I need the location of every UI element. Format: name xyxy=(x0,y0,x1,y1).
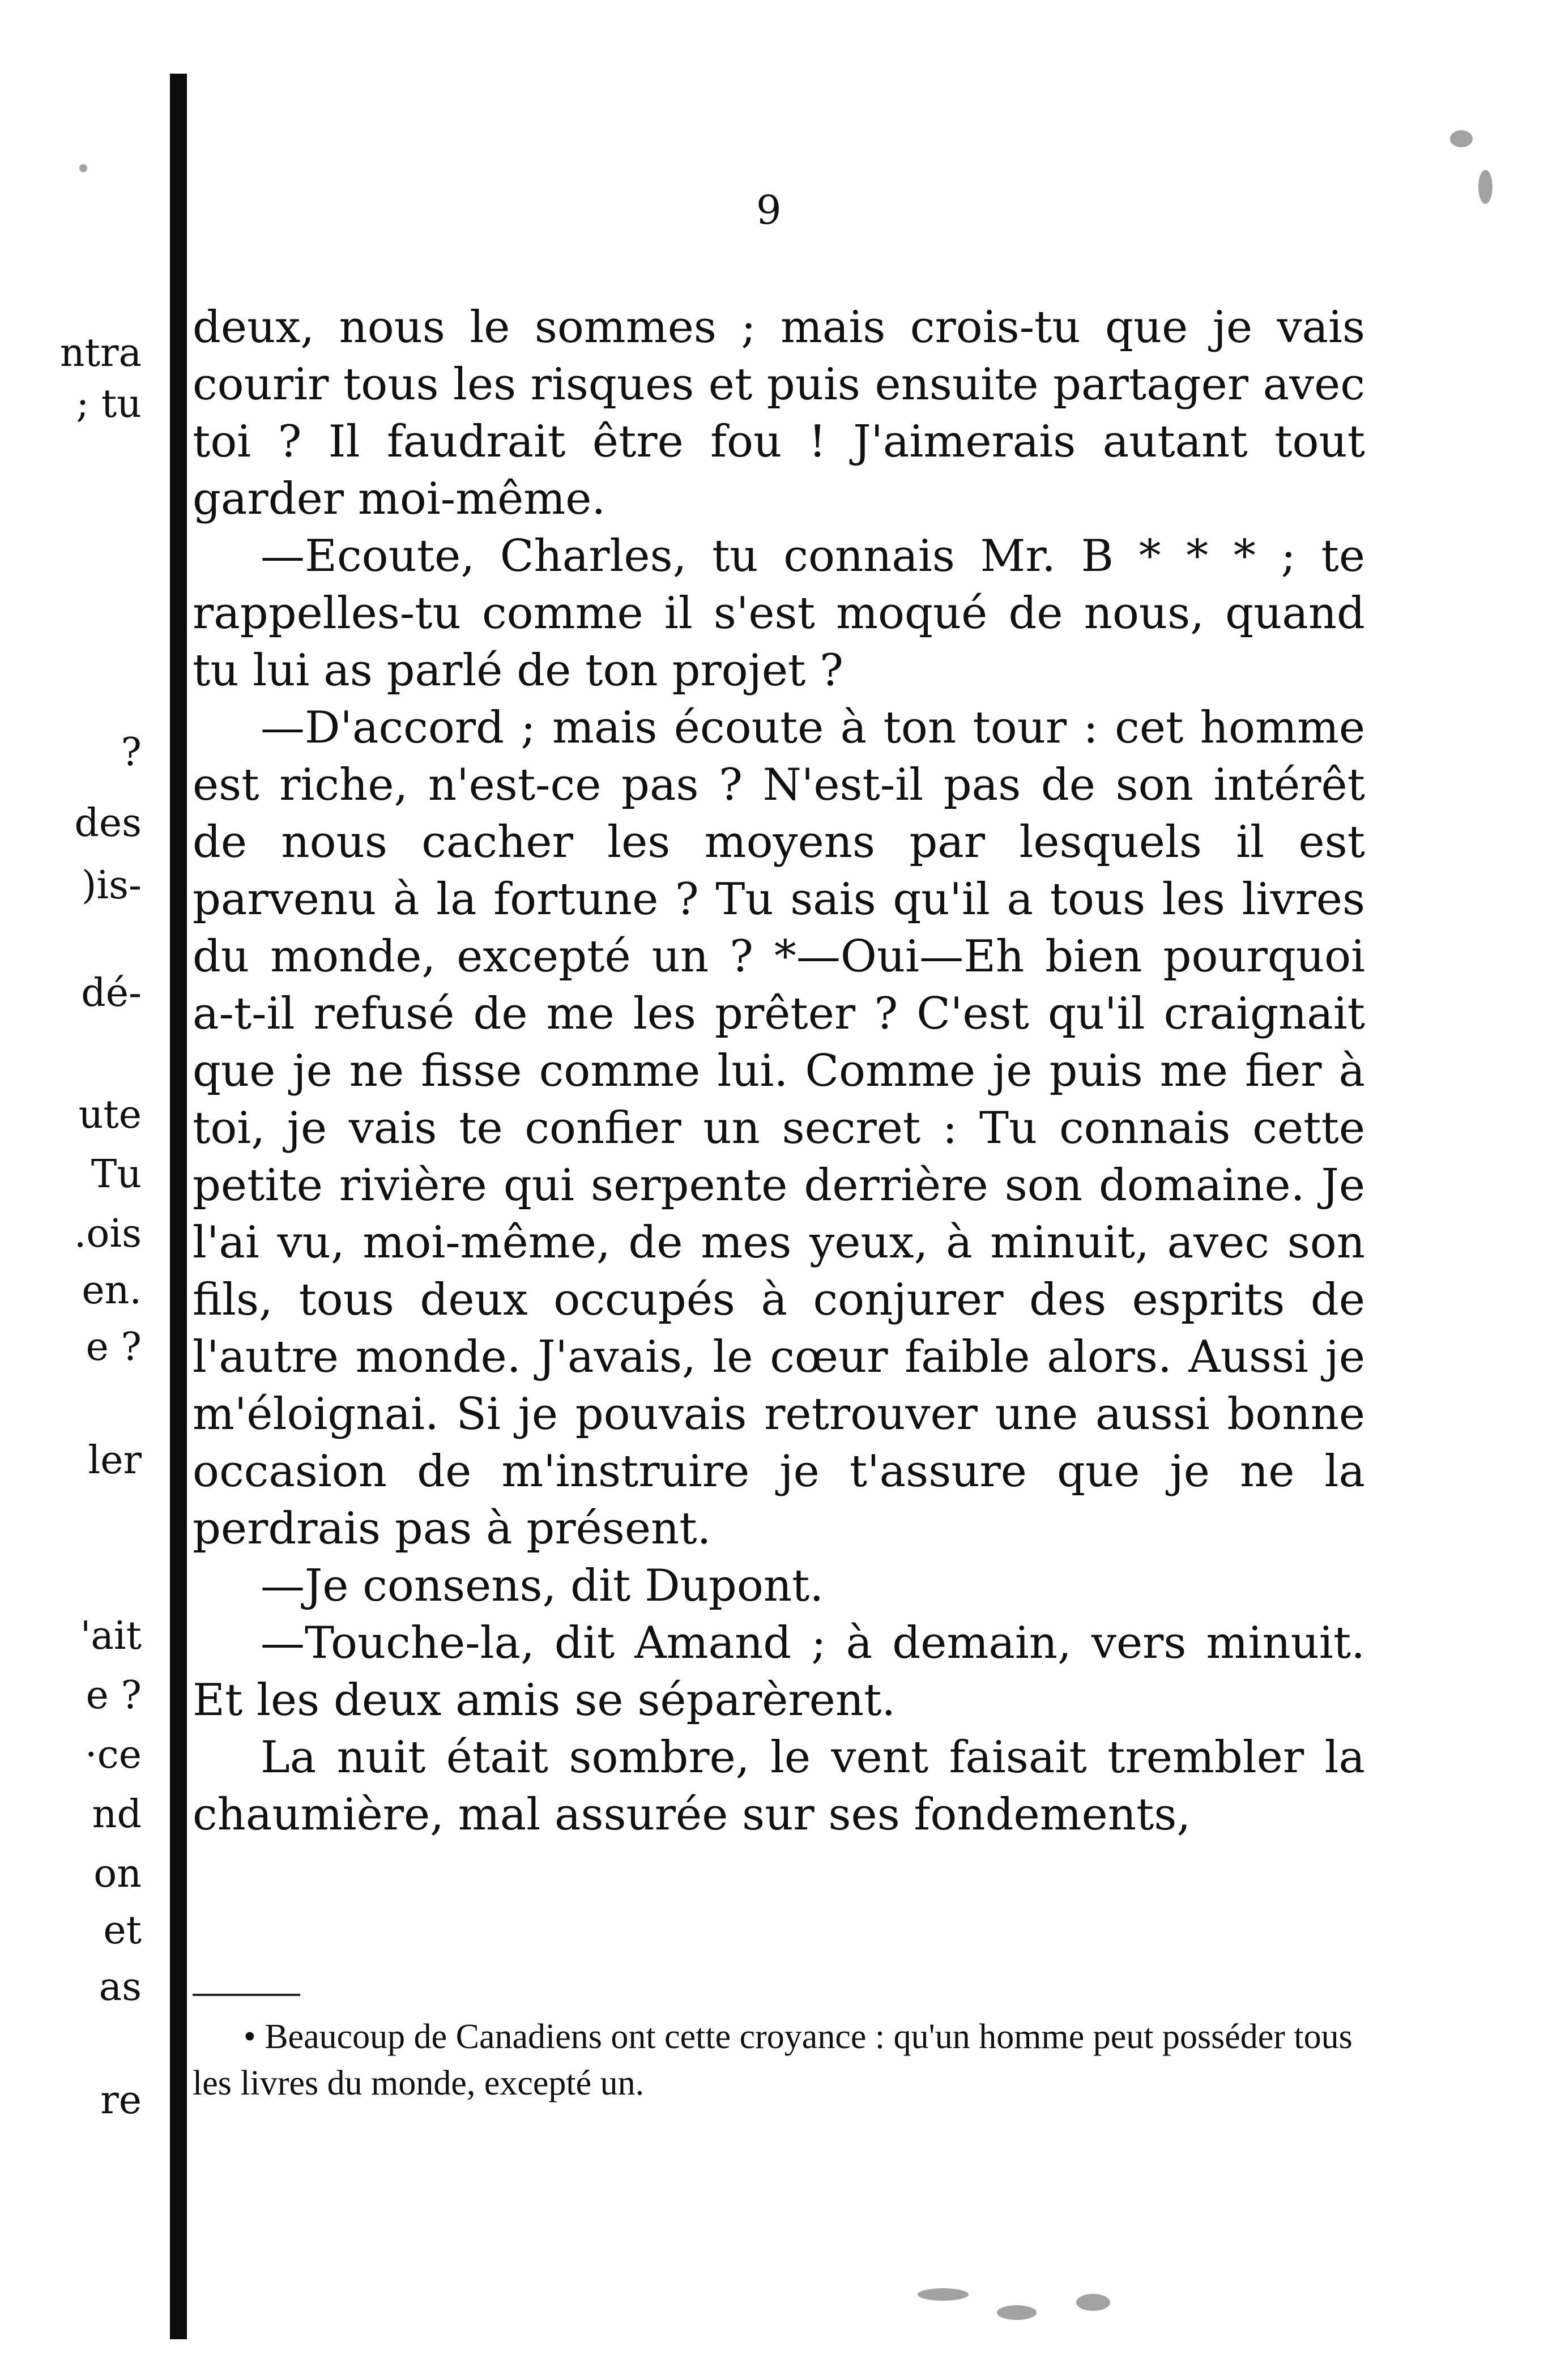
margin-fragment: et xyxy=(103,1908,142,1953)
margin-fragment: on xyxy=(93,1852,142,1896)
scan-speck xyxy=(1076,2294,1110,2311)
paragraph: —Je consens, dit Dupont. xyxy=(261,1560,824,1611)
scan-speck xyxy=(79,164,87,172)
footnote-text: • Beaucoup de Canadiens ont cette croyance : qu'un homme peut posséder tous les livres du monde, excepté un. xyxy=(193,2018,1353,2102)
scan-speck xyxy=(918,2288,969,2301)
page-number: 9 xyxy=(756,187,782,233)
margin-fragment: e ? xyxy=(86,1673,142,1718)
margin-fragment: ; tu xyxy=(76,382,142,426)
scan-speck xyxy=(997,2305,1037,2320)
margin-fragment: as xyxy=(99,1965,142,2010)
paragraph: deux, nous le sommes ; mais crois-tu que je vais courir tous les risques et puis ensuite partager avec toi ? Il faudrait être fou ! J'aimerais autant tout garder moi-même. xyxy=(193,302,1365,524)
margin-fragment: e ? xyxy=(86,1325,142,1370)
scan-speck xyxy=(1478,170,1492,204)
binding-shadow-rule xyxy=(170,74,187,2339)
facing-page-fragments xyxy=(0,0,153,2380)
margin-fragment: 'ait xyxy=(80,1614,142,1658)
margin-fragment: .ois xyxy=(74,1212,142,1256)
margin-fragment: dé- xyxy=(81,971,142,1016)
margin-fragment: ? xyxy=(121,730,142,775)
paragraph: La nuit était sombre, le vent faisait trembler la chaumière, mal assurée sur ses fondements, xyxy=(193,1732,1365,1840)
margin-fragment: des xyxy=(74,801,142,846)
footnote xyxy=(193,2014,1365,2106)
paragraph: —Ecoute, Charles, tu connais Mr. B * * * ; te rappelles-tu comme il s'est moqué de nous, quand tu lui as parlé de ton projet ? xyxy=(193,531,1365,696)
margin-fragment: Tu xyxy=(91,1152,142,1197)
margin-fragment: ·ce xyxy=(85,1733,142,1777)
margin-fragment: nd xyxy=(92,1792,142,1837)
paragraph: —D'accord ; mais écoute à ton tour : cet homme est riche, n'est-ce pas ? N'est-il pas de son intérêt de nous cacher les moyens par lesquels il est parvenu à la fortune ? Tu sais qu'il a tous les livres du monde, excepté un ? *—Oui—Eh bien pourquoi a-t-il refusé de me les prêter ? C'est qu'il craignait que je ne fisse comme lui. Comme je puis me fier à toi, je vais te confier un secret : Tu connais cette petite rivière qui serpente derrière son domaine. Je l'ai vu, moi-même, de mes yeux, à minuit, avec son fils, tous deux occupés à conjurer des esprits de l'autre monde. J'avais, le cœur faible alors. Aussi je m'éloignai. Si je pouvais retrouver une aussi bonne occasion de m'instruire je t'assure que je ne la perdrais pas à présent. xyxy=(193,702,1365,1554)
margin-fragment: ntra xyxy=(59,331,142,376)
paragraph: —Touche-la, dit Amand ; à demain, vers minuit. Et les deux amis se séparèrent. xyxy=(193,1618,1365,1726)
margin-fragment: ler xyxy=(88,1438,142,1483)
scan-speck xyxy=(1450,130,1473,147)
body-text xyxy=(193,299,1365,1844)
margin-fragment: en. xyxy=(82,1268,142,1313)
margin-fragment: )is- xyxy=(81,863,142,908)
footnote-rule xyxy=(193,1994,300,1996)
margin-fragment: re xyxy=(100,2078,142,2123)
margin-fragment: ute xyxy=(78,1093,142,1137)
